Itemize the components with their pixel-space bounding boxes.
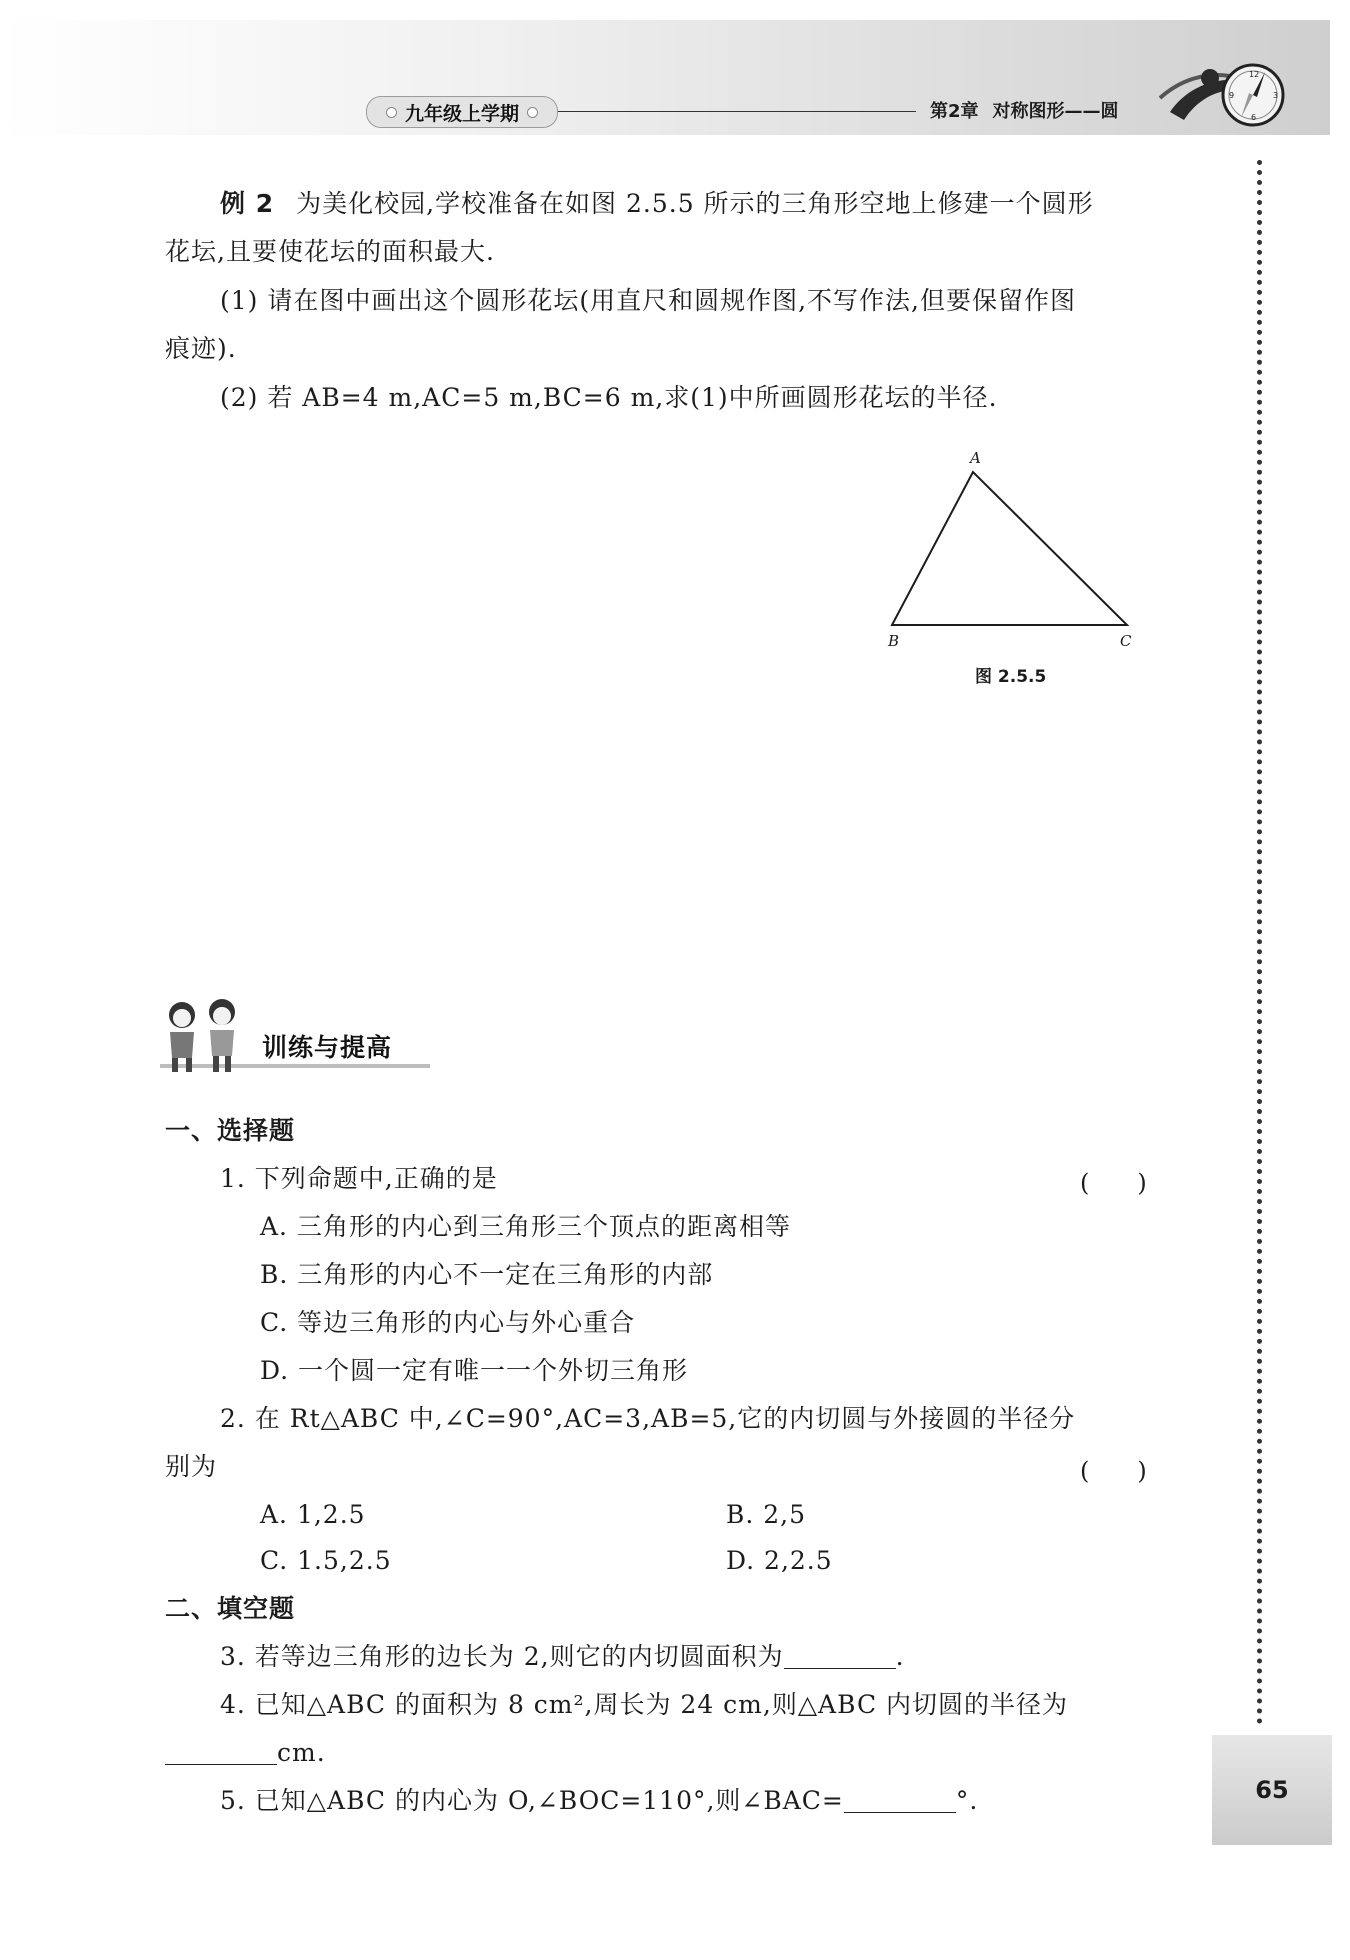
q4-unit: cm. (277, 1738, 326, 1767)
svg-text:3: 3 (1273, 91, 1279, 100)
q3-answer-blank[interactable] (784, 1642, 896, 1669)
q1-option-a: A. 三角形的内心到三角形三个顶点的距离相等 (260, 1212, 791, 1241)
example-part-2: (2) 若 AB=4 m,AC=5 m,BC=6 m,求(1)中所画圆形花坛的半径. (220, 383, 998, 412)
q2-option-a: A. 1,2.5 (260, 1500, 366, 1529)
example-line-1 (220, 186, 1094, 222)
q5-text: 5. 已知△ABC 的内心为 O,∠BOC=110°,则∠BAC= (220, 1786, 844, 1815)
q1-option-d: D. 一个圆一定有唯一一个外切三角形 (260, 1356, 689, 1385)
vertex-a-label: A (970, 449, 981, 467)
q4-cont (165, 1735, 326, 1771)
q5-end: °. (955, 1786, 979, 1815)
q1-option-b: B. 三角形的内心不一定在三角形的内部 (260, 1260, 714, 1289)
header-band (0, 20, 1330, 135)
svg-text:6: 6 (1251, 113, 1257, 122)
triangle-abc (892, 472, 1127, 625)
chapter-number: 第2章 (930, 101, 979, 122)
svg-text:12: 12 (1249, 70, 1260, 79)
grade-text: 九年级上学期 (404, 102, 519, 125)
q2-stem-cont: 别为 (165, 1452, 218, 1481)
example-part-1: (1) 请在图中画出这个圆形花坛(用直尺和圆规作图,不写作法,但要保留作图 (220, 286, 1077, 315)
q3-end: . (895, 1642, 905, 1671)
q4-answer-blank[interactable] (165, 1738, 277, 1765)
fill-heading: 二、填空题 (165, 1594, 296, 1623)
triangle-figure (880, 445, 1140, 660)
q3-text: 3. 若等边三角形的边长为 2,则它的内切圆面积为 (220, 1642, 784, 1671)
q2-stem: 2. 在 Rt△ABC 中,∠C=90°,AC=3,AB=5,它的内切圆与外接圆的半径分 (220, 1404, 1076, 1433)
example-line-2: 花坛,且要使花坛的面积最大. (165, 237, 495, 266)
header-rule (558, 111, 916, 112)
compass-runner-logo-icon (1150, 50, 1300, 140)
q2-option-c: C. 1.5,2.5 (260, 1546, 392, 1575)
q1-stem: 1. 下列命题中,正确的是 (220, 1164, 498, 1193)
vertex-b-label: B (888, 632, 900, 650)
q5-answer-blank[interactable] (844, 1786, 956, 1813)
example-text: 为美化校园,学校准备在如图 2.5.5 所示的三角形空地上修建一个圆形 (296, 189, 1094, 218)
example-part-1-cont: 痕迹). (165, 334, 237, 363)
q2-answer-bracket: ( ) (1080, 1457, 1147, 1485)
choice-heading: 一、选择题 (165, 1116, 296, 1145)
example-label: 例 2 (220, 189, 275, 218)
q1-answer-bracket: ( ) (1080, 1169, 1147, 1197)
svg-text:9: 9 (1229, 91, 1235, 100)
q2-option-d: D. 2,2.5 (726, 1546, 833, 1575)
grade-label (366, 96, 558, 128)
q4: 4. 已知△ABC 的面积为 8 cm²,周长为 24 cm,则△ABC 内切圆的半径为 (220, 1690, 1069, 1719)
page-number: 65 (1212, 1735, 1332, 1845)
q2-option-b: B. 2,5 (726, 1500, 807, 1529)
figure-caption: 图 2.5.5 (975, 667, 1047, 687)
vertex-c-label: C (1120, 632, 1132, 650)
q3 (220, 1639, 905, 1675)
q5 (220, 1783, 978, 1819)
section-banner-title: 训练与提高 (262, 1033, 393, 1062)
decor-dot (386, 107, 397, 118)
chapter-label (930, 97, 1119, 123)
decor-dot (527, 107, 538, 118)
chapter-title: 对称图形——圆 (992, 101, 1119, 122)
q1-option-c: C. 等边三角形的内心与外心重合 (260, 1308, 636, 1337)
margin-dotted-rule (1257, 160, 1262, 1725)
